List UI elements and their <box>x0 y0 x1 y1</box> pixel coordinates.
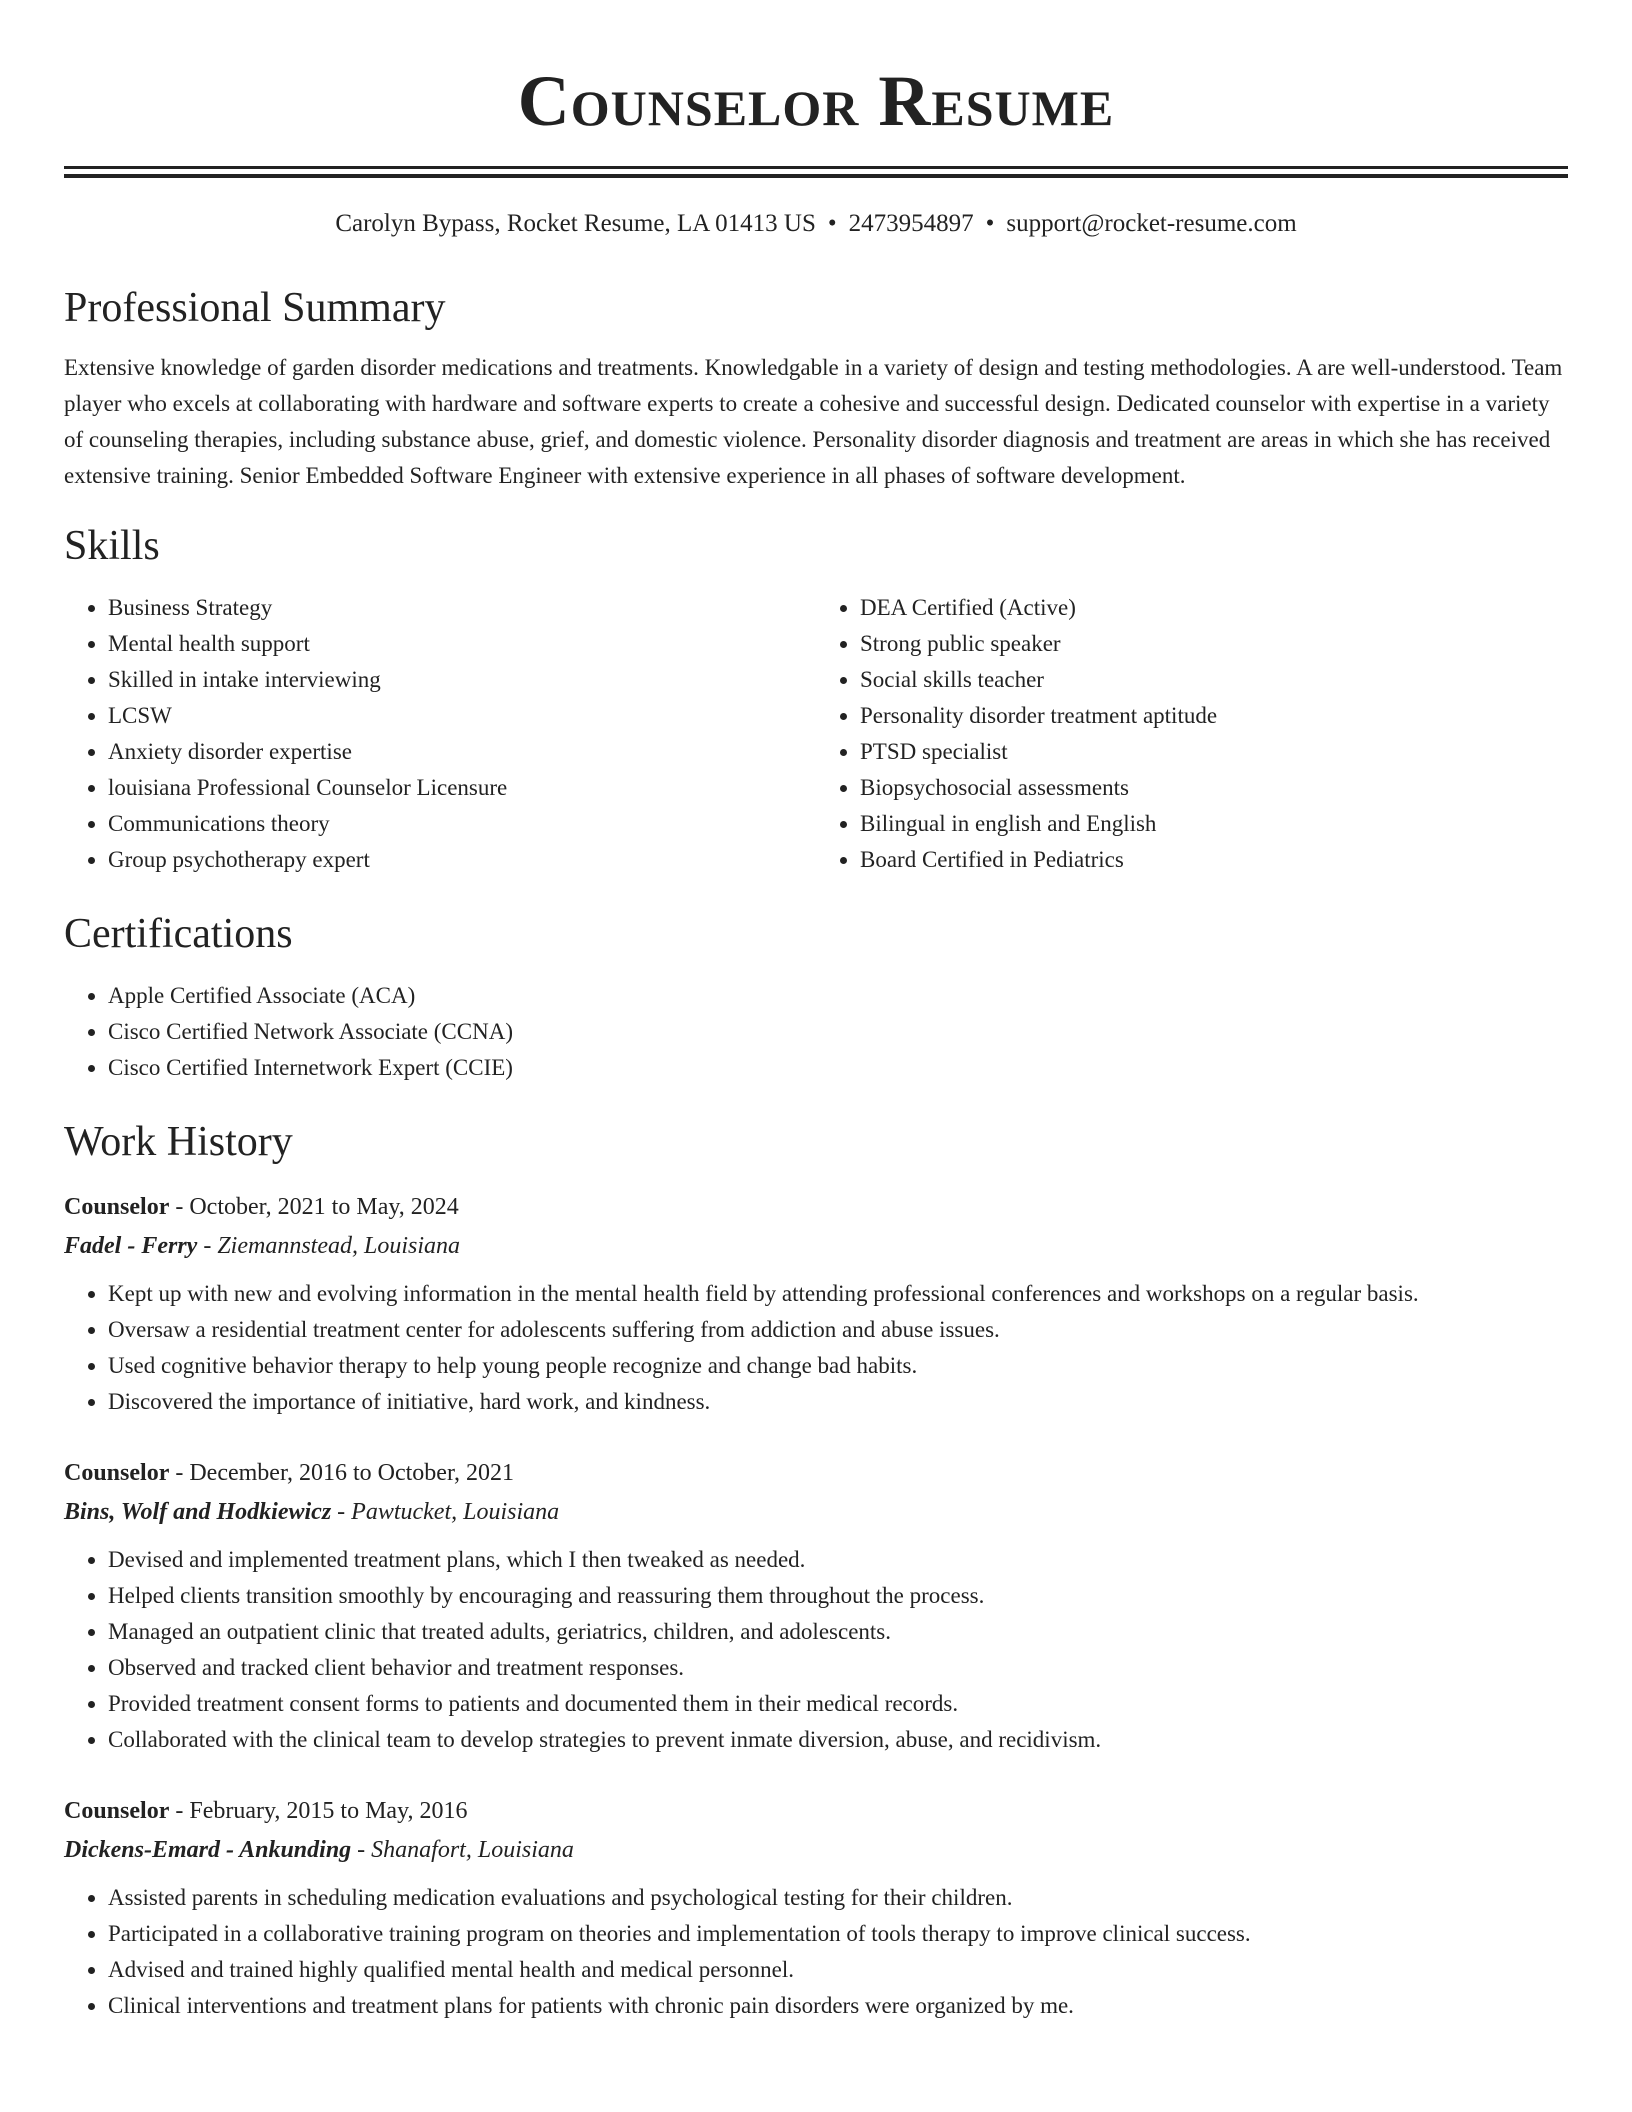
skills-left-list <box>64 590 816 878</box>
job-bullet: • Used cognitive behavior therapy to help young people recognize and change bad habits. <box>108 1348 1568 1384</box>
job-bullet: • Collaborated with the clinical team to develop strategies to prevent inmate diversion, abuse, and recidivism. <box>108 1722 1568 1758</box>
skill-item: • DEA Certified (Active) <box>860 590 1568 626</box>
job-dash: - <box>169 1460 190 1486</box>
job-dash: - <box>169 1798 190 1824</box>
job-entry <box>64 1188 1568 1420</box>
job-title-line <box>64 1792 1568 1830</box>
skill-item: • Bilingual in english and English <box>860 806 1568 842</box>
skill-item: • Group psychotherapy expert <box>108 842 816 878</box>
skill-item: • Strong public speaker <box>860 626 1568 662</box>
skill-item: • Anxiety disorder expertise <box>108 734 816 770</box>
job-dates: October, 2021 to May, 2024 <box>189 1194 459 1220</box>
job-title: Counselor <box>64 1798 170 1824</box>
summary-text: Extensive knowledge of garden disorder medications and treatments. Knowledgable in a variety of design and testing methodologies. A are well-understood. Team player who excels at collaborating with hardware and software experts to create a cohesive and successful design. Dedicated counselor with expertise in a variety of counseling therapies, including substance abuse, grief, and domestic violence. Personality disorder diagnosis and treatment are areas in which she has received extensive training. Senior Embedded Software Engineer with extensive experience in all phases of software development. <box>64 355 1563 488</box>
job-title: Counselor <box>64 1194 170 1220</box>
skill-item: • PTSD specialist <box>860 734 1568 770</box>
title-double-rule <box>64 166 1568 178</box>
skill-item: • Skilled in intake interviewing <box>108 662 816 698</box>
contact-separator: • <box>827 210 837 237</box>
job-company: Fadel - Ferry <box>64 1233 198 1259</box>
job-bullet: • Assisted parents in scheduling medication evaluations and psychological testing for their children. <box>108 1880 1568 1916</box>
skill-item: • Social skills teacher <box>860 662 1568 698</box>
job-bullet: • Participated in a collaborative training program on theories and implementation of tools therapy to improve clinical success. <box>108 1916 1568 1952</box>
skills-right-list <box>816 590 1568 878</box>
job-company-line <box>64 1492 1568 1532</box>
job-dates: December, 2016 to October, 2021 <box>189 1460 514 1486</box>
job-dates: February, 2015 to May, 2016 <box>189 1798 468 1824</box>
job-title-line <box>64 1188 1568 1226</box>
job-bullet: • Observed and tracked client behavior and treatment responses. <box>108 1650 1568 1686</box>
job-entry <box>64 1792 1568 2024</box>
job-company-line <box>64 1226 1568 1266</box>
job-bullet: • Managed an outpatient clinic that treated adults, geriatrics, children, and adolescents. <box>108 1614 1568 1650</box>
skill-item: • LCSW <box>108 698 816 734</box>
certifications-list <box>64 978 1568 1086</box>
job-title-line <box>64 1454 1568 1492</box>
contact-address: Carolyn Bypass, Rocket Resume, LA 01413 US <box>335 210 816 237</box>
job-location: Pawtucket, Louisiana <box>351 1499 560 1525</box>
job-title: Counselor <box>64 1460 170 1486</box>
job-bullet: • Clinical interventions and treatment plans for patients with chronic pain disorders were organized by me. <box>108 1988 1568 2024</box>
certification-item: • Cisco Certified Network Associate (CCNA) <box>108 1014 1568 1050</box>
skills-columns <box>64 590 1568 878</box>
job-bullet: • Oversaw a residential treatment center for adolescents suffering from addiction and abuse issues. <box>108 1312 1568 1348</box>
skill-item: • Biopsychosocial assessments <box>860 770 1568 806</box>
skill-item: • louisiana Professional Counselor Licensure <box>108 770 816 806</box>
skill-item: • Personality disorder treatment aptitude <box>860 698 1568 734</box>
certifications-heading: Certifications <box>64 911 293 957</box>
certification-item: • Cisco Certified Internetwork Expert (CCIE) <box>108 1050 1568 1086</box>
summary-heading: Professional Summary <box>64 285 446 331</box>
job-entry <box>64 1454 1568 1758</box>
job-bullet: • Kept up with new and evolving information in the mental health field by attending professional conferences and workshops on a regular basis. <box>108 1276 1568 1312</box>
work-history-heading: Work History <box>64 1119 293 1165</box>
job-dash: - <box>169 1194 190 1220</box>
job-company: Bins, Wolf and Hodkiewicz <box>64 1499 332 1525</box>
job-location: Shanafort, Louisiana <box>371 1837 574 1863</box>
skill-item: • Mental health support <box>108 626 816 662</box>
job-company-line <box>64 1830 1568 1870</box>
job-dash: - <box>351 1837 372 1863</box>
contact-separator: • <box>985 210 995 237</box>
job-dash: - <box>331 1499 352 1525</box>
job-company: Dickens-Emard - Ankunding <box>64 1837 352 1863</box>
job-bullet: • Devised and implemented treatment plans, which I then tweaked as needed. <box>108 1542 1568 1578</box>
skill-item: • Business Strategy <box>108 590 816 626</box>
job-location: Ziemannstead, Louisiana <box>217 1233 460 1259</box>
skills-heading: Skills <box>64 523 160 569</box>
skill-item: • Communications theory <box>108 806 816 842</box>
job-bullets <box>64 1276 1568 1420</box>
job-bullets <box>64 1542 1568 1758</box>
certification-item: • Apple Certified Associate (ACA) <box>108 978 1568 1014</box>
contact-phone: 2473954897 <box>848 210 974 237</box>
contact-email: support@rocket-resume.com <box>1006 210 1297 237</box>
job-bullet: • Discovered the importance of initiative, hard work, and kindness. <box>108 1384 1568 1420</box>
job-bullets <box>64 1880 1568 2024</box>
skill-item: • Board Certified in Pediatrics <box>860 842 1568 878</box>
job-bullet: • Advised and trained highly qualified mental health and medical personnel. <box>108 1952 1568 1988</box>
job-dash: - <box>197 1233 218 1259</box>
job-bullet: • Helped clients transition smoothly by encouraging and reassuring them throughout the process. <box>108 1578 1568 1614</box>
contact-line <box>64 208 1568 240</box>
resume-title: Counselor Resume <box>517 61 1115 141</box>
job-bullet: • Provided treatment consent forms to patients and documented them in their medical records. <box>108 1686 1568 1722</box>
